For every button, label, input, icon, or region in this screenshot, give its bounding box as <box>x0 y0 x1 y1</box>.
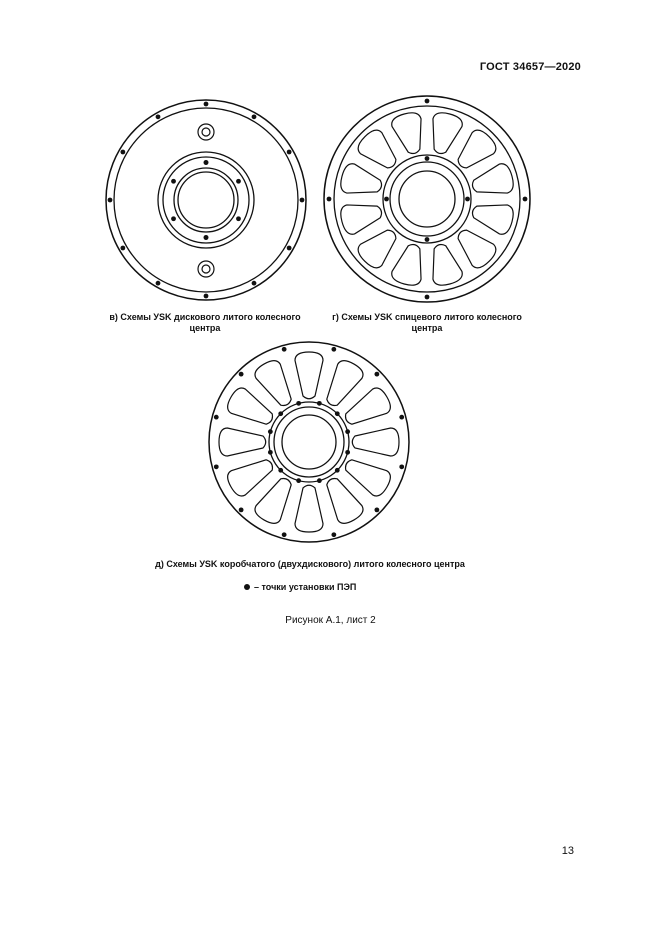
hub-transducer-point <box>465 197 470 202</box>
rim-transducer-point <box>204 294 209 299</box>
box-window <box>252 357 300 411</box>
hub-transducer-point <box>425 156 430 161</box>
lower-hole-outer <box>198 261 214 277</box>
disk-wheel-diagram <box>104 98 308 302</box>
rim-transducer-point <box>239 507 244 512</box>
rim-transducer-point <box>425 99 430 104</box>
transducer-point-icon <box>244 584 250 590</box>
box-window <box>219 428 266 456</box>
box-window <box>339 452 393 500</box>
rim-transducer-point <box>287 150 292 155</box>
hub-transducer-point <box>335 411 340 416</box>
box-window <box>319 472 367 526</box>
lower-hole-inner <box>202 265 210 273</box>
rim-transducer-point <box>399 464 404 469</box>
hub-transducer-point <box>278 468 283 473</box>
hub-transducer-point <box>278 411 283 416</box>
rim-transducer-point <box>120 150 125 155</box>
rim-transducer-point <box>214 415 219 420</box>
figure-title: Рисунок А.1, лист 2 <box>285 615 376 626</box>
box-caption: д) Схемы УSK коробчатого (двухдискового) литого колесного центра <box>155 559 465 569</box>
upper-hole-outer <box>198 124 214 140</box>
hub-transducer-point <box>345 429 350 434</box>
spoke-caption <box>322 312 532 334</box>
legend-text: – точки установки ПЭП <box>254 582 357 592</box>
disk-caption <box>100 312 310 334</box>
spoke-window <box>338 197 385 237</box>
hub-transducer-point <box>425 237 430 242</box>
hub-transducer-point <box>171 216 176 221</box>
disk-caption-line2: центра <box>189 323 221 333</box>
rim-transducer-point <box>252 114 257 119</box>
hub-transducer-point <box>317 478 322 483</box>
box-window <box>224 452 278 500</box>
standard-header: ГОСТ 34657—2020 <box>479 61 581 73</box>
rim-transducer-point <box>156 114 161 119</box>
rim-transducer-point <box>282 347 287 352</box>
spoke-window <box>390 241 430 288</box>
hub-transducer-point <box>204 160 209 165</box>
hub-transducer-point <box>317 401 322 406</box>
hub-transducer-point <box>236 216 241 221</box>
hub-transducer-point <box>268 450 273 455</box>
hub-transducer-point <box>296 401 301 406</box>
box-window <box>352 428 399 456</box>
box-window <box>252 472 300 526</box>
rim-transducer-point <box>282 532 287 537</box>
hub-transducer-point <box>335 468 340 473</box>
rim-transducer-point <box>120 246 125 251</box>
hub-transducer-point <box>296 478 301 483</box>
disk-caption-line1: в) Схемы УSK дискового литого колесного <box>109 312 301 322</box>
spoke-window <box>469 162 516 202</box>
rim-transducer-point <box>239 372 244 377</box>
spoke-window <box>390 110 430 157</box>
hub-transducer-point <box>384 197 389 202</box>
hub-transducer-point <box>204 235 209 240</box>
rim-transducer-point <box>523 197 528 202</box>
spoke-wheel-diagram <box>322 94 532 304</box>
box-wheel-diagram <box>206 339 412 545</box>
rim-transducer-point <box>425 295 430 300</box>
box-window <box>295 352 323 399</box>
box-window <box>319 357 367 411</box>
rim-transducer-point <box>214 464 219 469</box>
spoke-window <box>469 197 516 237</box>
spoke-caption-line1: г) Схемы УSK спицевого литого колесного <box>332 312 522 322</box>
rim-transducer-point <box>331 347 336 352</box>
legend <box>244 582 356 592</box>
upper-hole-inner <box>202 128 210 136</box>
rim-transducer-point <box>204 102 209 107</box>
rim-transducer-point <box>374 372 379 377</box>
hub-transducer-point <box>345 450 350 455</box>
rim-transducer-point <box>331 532 336 537</box>
spoke-window <box>425 241 465 288</box>
hub-transducer-point <box>268 429 273 434</box>
box-window <box>224 385 278 433</box>
rim-transducer-point <box>399 415 404 420</box>
hub-transducer-point <box>236 179 241 184</box>
box-window <box>339 385 393 433</box>
rim-transducer-point <box>252 281 257 286</box>
rim-transducer-point <box>156 281 161 286</box>
rim-transducer-point <box>327 197 332 202</box>
rim-transducer-point <box>287 246 292 251</box>
box-window <box>295 485 323 532</box>
spoke-window <box>338 162 385 202</box>
rim-transducer-point <box>108 198 113 203</box>
hub-transducer-point <box>171 179 176 184</box>
rim-transducer-point <box>374 507 379 512</box>
spoke-window <box>425 110 465 157</box>
rim-transducer-point <box>300 198 305 203</box>
spoke-caption-line2: центра <box>411 323 443 333</box>
page-number: 13 <box>561 845 574 857</box>
